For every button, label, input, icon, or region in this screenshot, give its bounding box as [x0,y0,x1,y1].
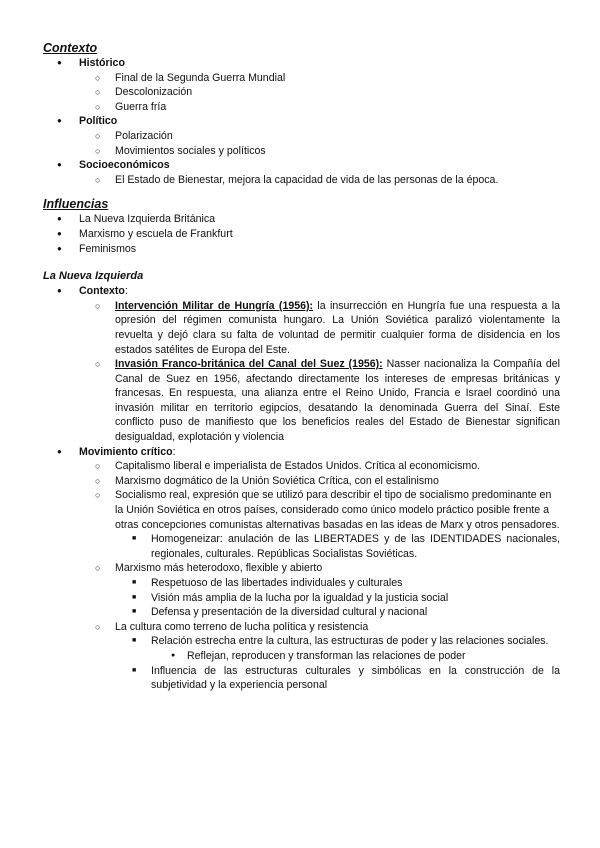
list-item [43,114,560,158]
list-item: ○ Marxismo dogmático de la Unión Soviética Crítica, con el estalinismo [79,474,560,489]
contexto-label: Contexto [79,285,125,298]
hungria-title: Intervención Militar de Hungría (1956): [115,299,314,312]
list-item [79,488,560,561]
socio-label: Socioeconómicos [79,159,170,172]
cultura-text: ○ La cultura como terreno de lucha política y resistencia [115,620,369,633]
list-item: ■ Defensa y presentación de la diversidad cultural y nacional [115,605,560,620]
list-item: ■ Influencia de las estructuras culturales y simbólicas en la construcción de la subjetividad y la experiencia personal [115,664,560,693]
list-item [79,561,560,619]
heterodoxo-text: ○ Marxismo más heterodoxo, flexible y abierto [115,562,323,575]
list-item: ● Marxismo y escuela de Frankfurt [43,227,560,242]
list-item: ○ Capitalismo liberal e imperialista de Estados Unidos. Crítica al economicismo. [79,459,560,474]
list-item [43,284,560,445]
historico-label: Histórico [79,57,125,69]
heading-nueva-izquierda: La Nueva Izquierda [43,270,144,283]
politico-label: Político [79,115,118,128]
list-item: ● Reflejan, reproducen y transforman las relaciones de poder [151,649,560,664]
hungria-text: la insurrección en Hungría fue una respuesta a la opresión del régimen comunista hungaro. La Unión Soviética paralizó violentamente la revuelta y dejó clara su falta de voluntad de permitir cualquier forma de disidencia en los estados satélites de Europa del Este. [115,299,560,356]
list-item: ○ Descolonización [79,85,560,100]
movimiento-label: Movimiento crítico [79,445,173,458]
list-item: ● Feminismos [43,242,560,257]
contexto-colon: : [124,285,128,298]
movimiento-colon: : [172,445,176,458]
list-item: ■ Visión más amplia de la lucha por la igualdad y la justicia social [115,591,560,606]
list-item: ○ Polarización [79,129,560,144]
list-item [43,158,560,187]
list-item: ○ Movimientos sociales y políticos [79,144,560,159]
list-item: ○ Final de la Segunda Guerra Mundial [79,71,560,86]
list-item: ○ El Estado de Bienestar, mejora la capacidad de vida de las personas de la época. [79,173,560,188]
influencias-list [43,212,560,256]
list-item [79,620,560,693]
list-item [43,445,560,693]
heading-contexto: Contexto [43,41,98,55]
list-item: ● La Nueva Izquierda Británica [43,212,560,227]
list-item: ■ Homogeneizar: anulación de las LIBERTADES y de las IDENTIDADES nacionales, regionales, culturales. Repúblicas Socialistas Soviéticas. [115,532,560,561]
list-item [79,299,560,357]
suez-title: Invasión Franco-británica del Canal del Suez (1956): [115,358,383,371]
heading-influencias: Influencias [43,197,109,212]
contexto-list [43,56,560,187]
nueva-izquierda-list [43,284,560,693]
list-item: ○ Guerra fría [79,100,560,115]
list-item [79,357,560,445]
suez-text: Nasser nacionaliza la Compañía del Canal de Suez en 1956, afectando directamente los intereses de empresas británicas y francesas. En respuesta, una alianza entre el Reino Unido, Francia e Israel coordinó una invasión militar en territorio egipcios, desatando la denominada Guerra del Sinaí. Este conflicto puso de manifiesto que los beneficios reales del Estado de Bienestar significan desigualdad, explotación y violencia [115,358,560,444]
list-item [43,56,560,114]
socialismo-real-text: ○ Socialismo real, expresión que se utilizó para describir el tipo de socialismo predominante en la Unión Soviética en otros países, considerado como único modelo práctico posible frente a otras concepciones comunistas alternativas basadas en las ideas de Marx y otros pensadores. [115,489,560,531]
relacion-text: ■ Relación estrecha entre la cultura, las estructuras de poder y las relaciones sociales. [151,635,549,648]
list-item: ■ Respetuoso de las libertades individuales y culturales [115,576,560,591]
list-item [115,634,560,663]
